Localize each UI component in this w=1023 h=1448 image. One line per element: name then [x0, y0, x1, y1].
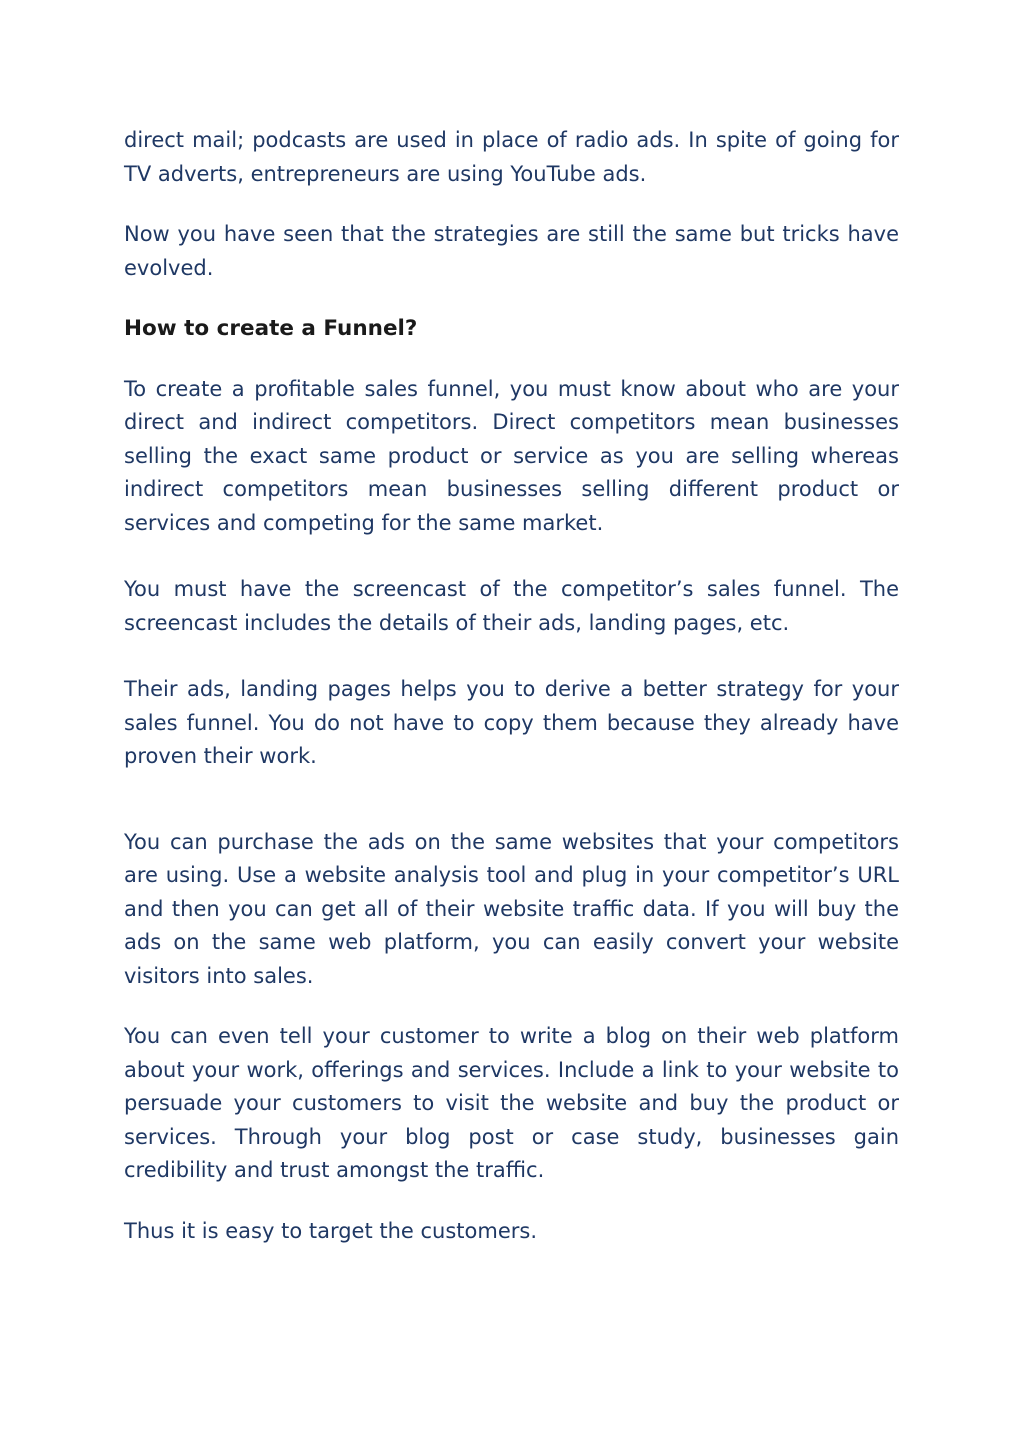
paragraph-purchase-ads: You can purchase the ads on the same websites that your competitors are using. Use a website analysis tool and plug in your competitor’s URL and then you can get all of their website traffic data. If you will buy the ads on the same web platform, you can easily convert your website visitors into sales.: [124, 829, 899, 988]
paragraph-screencast: You must have the screencast of the competitor’s sales funnel. The screencast includes the details of their ads, landing pages, etc.: [124, 577, 899, 635]
paragraph-strategies: Now you have seen that the strategies are still the same but tricks have evolved.: [124, 222, 899, 280]
paragraph-ads-landing: Their ads, landing pages helps you to derive a better strategy for your sales funnel. You do not have to copy them because they already have proven their work.: [124, 677, 899, 768]
document-page: [124, 124, 899, 1248]
paragraph-competitors: To create a profitable sales funnel, you must know about who are your direct and indirect competitors. Direct competitors mean businesses selling the exact same product or service as you are selling whereas indirect competitors mean businesses selling different product or services and competing for the same market.: [124, 376, 899, 535]
paragraph-blog: You can even tell your customer to write a blog on their web platform about your work, offerings and services. Include a link to your website to persuade your customers to visit the website and buy the product or services. Through your blog post or case study, businesses gain credibility and trust amongst the traffic.: [124, 1024, 899, 1182]
section-heading: How to create a Funnel?: [124, 316, 418, 341]
paragraph-intro: direct mail; podcasts are used in place of radio ads. In spite of going for TV adverts, entrepreneurs are using YouTube ads.: [124, 128, 899, 186]
paragraph-conclusion: Thus it is easy to target the customers.: [124, 1218, 538, 1243]
